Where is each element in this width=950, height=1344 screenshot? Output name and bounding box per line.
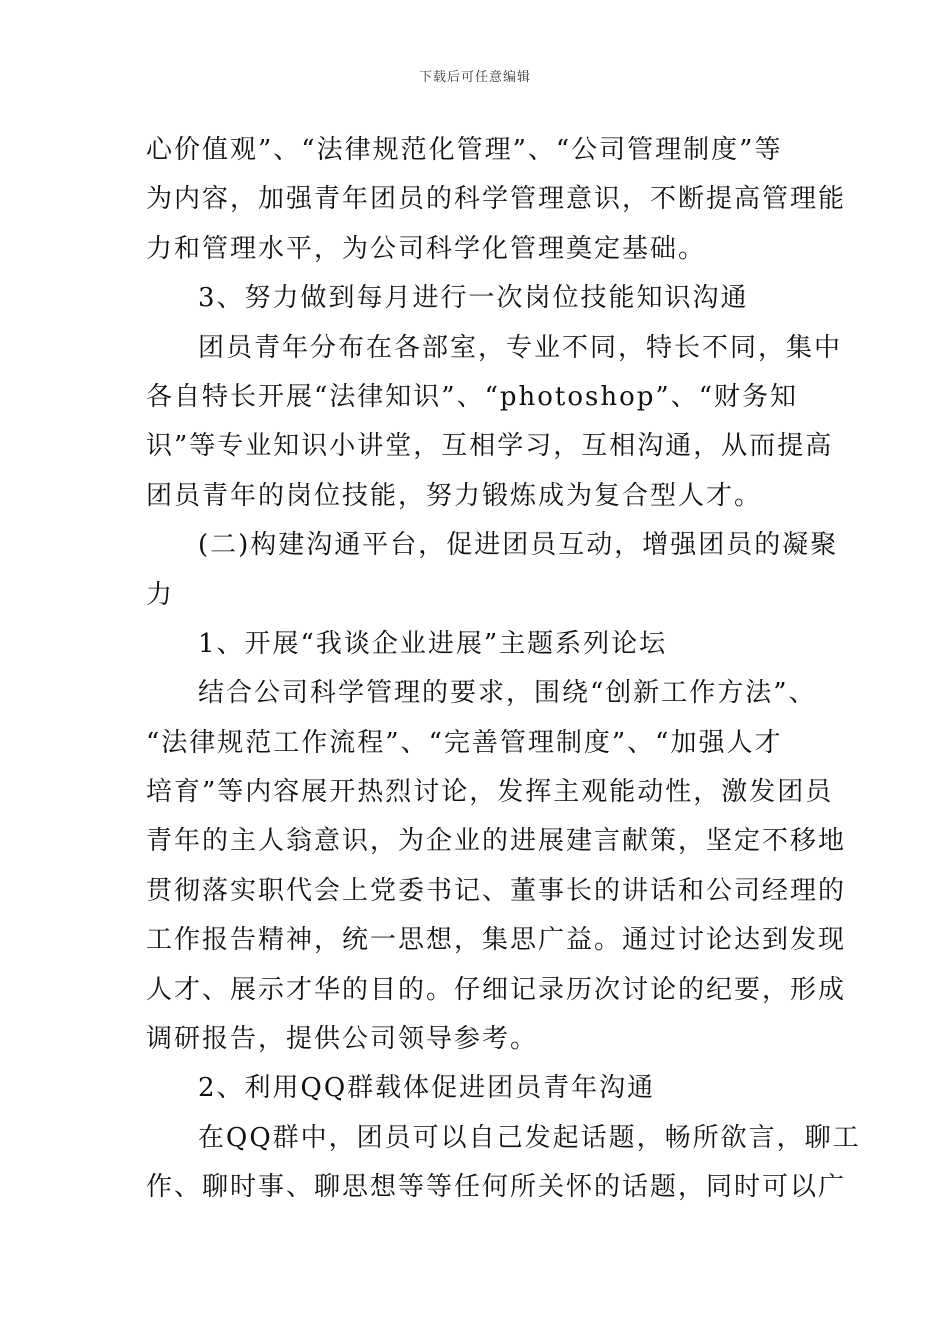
section-heading: 2、利用QQ群载体促进团员青年沟通 xyxy=(198,1073,656,1104)
text-line: 培育”等内容展开热烈讨论，发挥主观能动性，激发团员 xyxy=(146,777,834,808)
text-line: 力和管理水平，为公司科学化管理奠定基础。 xyxy=(146,233,707,264)
text-line: 作、聊时事、聊思想等等任何所关怀的话题，同时可以广 xyxy=(146,1172,847,1203)
page-header: 下载后可任意编辑 xyxy=(418,70,531,85)
text-line: 识”等专业知识小讲堂，互相学习，互相沟通，从而提高 xyxy=(146,431,834,462)
text-line: 工作报告精神，统一思想，集思广益。通过讨论达到发现 xyxy=(146,925,847,956)
document-body xyxy=(146,126,861,1213)
text-line: 为内容，加强青年团员的科学管理意识，不断提高管理能 xyxy=(146,184,847,215)
text-line: 力 xyxy=(146,579,175,610)
text-line: 心价值观”、“法律规范化管理”、“公司管理制度”等 xyxy=(146,135,783,165)
text-line: 贯彻落实职代会上党委书记、董事长的讲话和公司经理的 xyxy=(146,875,847,906)
section-heading: 3、努力做到每月进行一次岗位技能知识沟通 xyxy=(198,283,749,314)
text-line: “法律规范工作流程”、“完善管理制度”、“加强人才 xyxy=(146,727,783,758)
text-line: 各自特长开展“法律知识”、“photoshop”、“财务知 xyxy=(146,381,798,412)
text-line: 青年的主人翁意识，为企业的进展建言献策，坚定不移地 xyxy=(146,826,847,857)
section-heading: (二)构建沟通平台，促进团员互动，增强团员的凝聚 xyxy=(198,530,839,561)
text-line: 人才、展示才华的目的。仔细记录历次讨论的纪要，形成 xyxy=(146,974,847,1005)
text-line: 在QQ群中，团员可以自己发起话题，畅所欲言，聊工 xyxy=(198,1122,861,1153)
text-line: 结合公司科学管理的要求，围绕“创新工作方法”、 xyxy=(198,678,817,709)
text-line: 团员青年的岗位技能，努力锻炼成为复合型人才。 xyxy=(146,480,763,511)
section-heading: 1、开展“我谈企业进展”主题系列论坛 xyxy=(198,628,668,659)
text-line: 团员青年分布在各部室，专业不同，特长不同，集中 xyxy=(198,332,843,363)
text-line: 调研报告，提供公司领导参考。 xyxy=(146,1024,539,1055)
